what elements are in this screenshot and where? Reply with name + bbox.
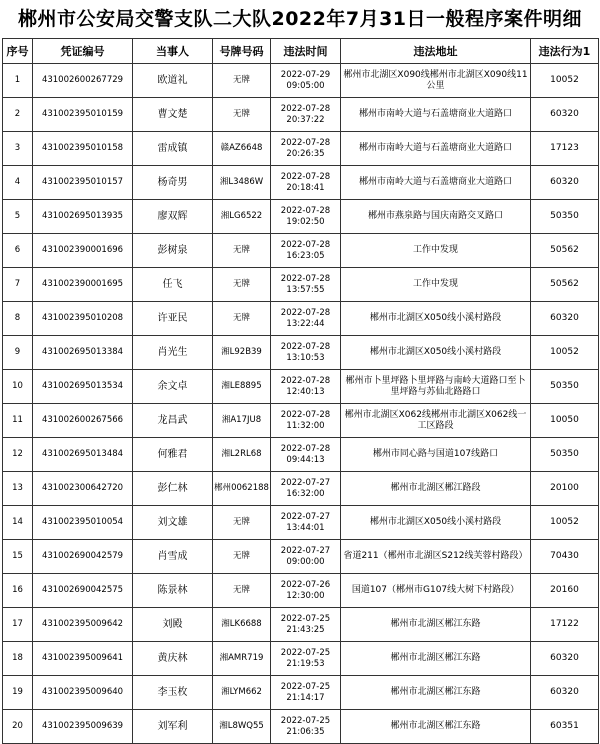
cell-plate: 湘L2RL68 xyxy=(213,438,271,472)
cell-address: 国道107（郴州市G107线大树下村路段） xyxy=(341,574,531,608)
cell-plate: 无牌 xyxy=(213,98,271,132)
table-row xyxy=(3,302,599,336)
column-header-address: 违法地址 xyxy=(341,39,531,64)
cell-voucher: 431002395010159 xyxy=(33,98,133,132)
cell-seq: 20 xyxy=(3,710,33,744)
cell-address: 郴州市北湖区X050线小溪村路段 xyxy=(341,302,531,336)
table-row xyxy=(3,268,599,302)
cell-address: 郴州市北湖区郴江东路 xyxy=(341,710,531,744)
cell-time: 2022-07-29 09:05:00 xyxy=(271,64,341,98)
cell-address: 郴州市南岭大道与石盖塘商业大道路口 xyxy=(341,98,531,132)
cell-time: 2022-07-28 11:32:00 xyxy=(271,404,341,438)
cell-violation: 10050 xyxy=(531,404,599,438)
cell-seq: 1 xyxy=(3,64,33,98)
cell-seq: 8 xyxy=(3,302,33,336)
cell-address: 郴州市北湖区郴江东路 xyxy=(341,676,531,710)
cell-plate: 湘LG6522 xyxy=(213,200,271,234)
cell-party: 龙昌武 xyxy=(133,404,213,438)
cell-party: 欧道礼 xyxy=(133,64,213,98)
table-row xyxy=(3,438,599,472)
cell-voucher: 431002395010158 xyxy=(33,132,133,166)
cell-seq: 5 xyxy=(3,200,33,234)
column-header-seq: 序号 xyxy=(3,39,33,64)
cell-plate: 无牌 xyxy=(213,302,271,336)
cell-seq: 11 xyxy=(3,404,33,438)
column-header-violation: 违法行为1 xyxy=(531,39,599,64)
cell-time: 2022-07-28 12:40:13 xyxy=(271,370,341,404)
table-row xyxy=(3,642,599,676)
cell-time: 2022-07-25 21:43:25 xyxy=(271,608,341,642)
cell-plate: 无牌 xyxy=(213,64,271,98)
cell-address: 郴州市北湖区郴江路段 xyxy=(341,472,531,506)
cell-violation: 50562 xyxy=(531,268,599,302)
column-header-time: 违法时间 xyxy=(271,39,341,64)
cell-address: 郴州市卜里坪路卜里坪路与南岭大道路口至卜里坪路与苏仙北路路口 xyxy=(341,370,531,404)
cell-voucher: 431002600267729 xyxy=(33,64,133,98)
cell-violation: 70430 xyxy=(531,540,599,574)
cell-seq: 9 xyxy=(3,336,33,370)
page-title: 郴州市公安局交警支队二大队2022年7月31日一般程序案件明细 xyxy=(17,8,583,30)
cell-voucher: 431002395009642 xyxy=(33,608,133,642)
cell-plate: 湘A17JU8 xyxy=(213,404,271,438)
cell-voucher: 431002395010208 xyxy=(33,302,133,336)
cell-plate: 湘AMR719 xyxy=(213,642,271,676)
table-row xyxy=(3,200,599,234)
cell-seq: 16 xyxy=(3,574,33,608)
cell-address: 郴州市燕泉路与国庆南路交叉路口 xyxy=(341,200,531,234)
cell-time: 2022-07-27 16:32:00 xyxy=(271,472,341,506)
cell-party: 雷成镇 xyxy=(133,132,213,166)
case-table xyxy=(2,38,599,744)
cell-time: 2022-07-28 20:37:22 xyxy=(271,98,341,132)
cell-address: 工作中发现 xyxy=(341,268,531,302)
cell-address: 郴州市北湖区X090线郴州市北湖区X090线11公里 xyxy=(341,64,531,98)
cell-party: 彭仁林 xyxy=(133,472,213,506)
cell-party: 余文卓 xyxy=(133,370,213,404)
cell-address: 省道211（郴州市北湖区S212线芙蓉村路段） xyxy=(341,540,531,574)
cell-time: 2022-07-28 13:57:55 xyxy=(271,268,341,302)
cell-party: 陈景林 xyxy=(133,574,213,608)
cell-time: 2022-07-28 13:10:53 xyxy=(271,336,341,370)
cell-plate: 无牌 xyxy=(213,540,271,574)
cell-party: 许亚民 xyxy=(133,302,213,336)
cell-time: 2022-07-27 09:00:00 xyxy=(271,540,341,574)
cell-time: 2022-07-28 13:22:44 xyxy=(271,302,341,336)
cell-party: 李玉枚 xyxy=(133,676,213,710)
cell-party: 刘军利 xyxy=(133,710,213,744)
cell-voucher: 431002390001695 xyxy=(33,268,133,302)
cell-address: 郴州市南岭大道与石盖塘商业大道路口 xyxy=(341,132,531,166)
cell-time: 2022-07-28 20:26:35 xyxy=(271,132,341,166)
cell-time: 2022-07-28 20:18:41 xyxy=(271,166,341,200)
table-row xyxy=(3,234,599,268)
cell-time: 2022-07-27 13:44:01 xyxy=(271,506,341,540)
cell-time: 2022-07-28 16:23:05 xyxy=(271,234,341,268)
cell-seq: 10 xyxy=(3,370,33,404)
cell-address: 郴州市北湖区X062线郴州市北湖区X062线一工区路段 xyxy=(341,404,531,438)
table-row xyxy=(3,336,599,370)
cell-address: 郴州市南岭大道与石盖塘商业大道路口 xyxy=(341,166,531,200)
cell-address: 郴州市北湖区X050线小溪村路段 xyxy=(341,506,531,540)
cell-voucher: 431002600267566 xyxy=(33,404,133,438)
cell-time: 2022-07-25 21:14:17 xyxy=(271,676,341,710)
column-header-party: 当事人 xyxy=(133,39,213,64)
cell-seq: 17 xyxy=(3,608,33,642)
table-row xyxy=(3,64,599,98)
cell-plate: 无牌 xyxy=(213,268,271,302)
cell-violation: 50562 xyxy=(531,234,599,268)
cell-plate: 赣AZ6648 xyxy=(213,132,271,166)
cell-violation: 10052 xyxy=(531,336,599,370)
cell-time: 2022-07-25 21:06:35 xyxy=(271,710,341,744)
cell-violation: 20160 xyxy=(531,574,599,608)
cell-seq: 14 xyxy=(3,506,33,540)
column-header-voucher: 凭证编号 xyxy=(33,39,133,64)
cell-plate: 湘LK6688 xyxy=(213,608,271,642)
cell-plate: 湘LYM662 xyxy=(213,676,271,710)
column-header-plate: 号牌号码 xyxy=(213,39,271,64)
cell-address: 郴州市北湖区郴江东路 xyxy=(341,642,531,676)
cell-violation: 50350 xyxy=(531,370,599,404)
cell-seq: 15 xyxy=(3,540,33,574)
cell-voucher: 431002390001696 xyxy=(33,234,133,268)
table-row xyxy=(3,132,599,166)
cell-party: 黄庆林 xyxy=(133,642,213,676)
table-row xyxy=(3,98,599,132)
cell-voucher: 431002395010157 xyxy=(33,166,133,200)
cell-party: 杨奇男 xyxy=(133,166,213,200)
cell-violation: 60320 xyxy=(531,166,599,200)
cell-time: 2022-07-28 09:44:13 xyxy=(271,438,341,472)
cell-address: 郴州市北湖区郴江东路 xyxy=(341,608,531,642)
table-row xyxy=(3,404,599,438)
cell-violation: 17123 xyxy=(531,132,599,166)
cell-voucher: 431002395009640 xyxy=(33,676,133,710)
cell-address: 郴州市同心路与国道107线路口 xyxy=(341,438,531,472)
table-row xyxy=(3,608,599,642)
cell-violation: 60351 xyxy=(531,710,599,744)
cell-voucher: 431002690042579 xyxy=(33,540,133,574)
table-row xyxy=(3,506,599,540)
cell-party: 刘殿 xyxy=(133,608,213,642)
cell-violation: 60320 xyxy=(531,642,599,676)
cell-seq: 4 xyxy=(3,166,33,200)
cell-plate: 无牌 xyxy=(213,574,271,608)
table-row xyxy=(3,676,599,710)
cell-violation: 10052 xyxy=(531,64,599,98)
cell-seq: 13 xyxy=(3,472,33,506)
cell-party: 廖双辉 xyxy=(133,200,213,234)
cell-plate: 湘L3486W xyxy=(213,166,271,200)
cell-voucher: 431002695013534 xyxy=(33,370,133,404)
cell-seq: 19 xyxy=(3,676,33,710)
cell-voucher: 431002395010054 xyxy=(33,506,133,540)
cell-seq: 3 xyxy=(3,132,33,166)
cell-voucher: 431002695013935 xyxy=(33,200,133,234)
table-header-row xyxy=(3,39,599,64)
cell-plate: 无牌 xyxy=(213,234,271,268)
cell-violation: 17122 xyxy=(531,608,599,642)
cell-violation: 60320 xyxy=(531,98,599,132)
cell-voucher: 431002695013384 xyxy=(33,336,133,370)
cell-voucher: 431002395009641 xyxy=(33,642,133,676)
table-row xyxy=(3,710,599,744)
cell-party: 何雅君 xyxy=(133,438,213,472)
cell-plate: 湘LE8895 xyxy=(213,370,271,404)
cell-voucher: 431002690042575 xyxy=(33,574,133,608)
cell-plate: 湘L92B39 xyxy=(213,336,271,370)
cell-time: 2022-07-28 19:02:50 xyxy=(271,200,341,234)
cell-party: 任飞 xyxy=(133,268,213,302)
cell-party: 曹文楚 xyxy=(133,98,213,132)
cell-address: 工作中发现 xyxy=(341,234,531,268)
cell-voucher: 431002695013484 xyxy=(33,438,133,472)
table-row xyxy=(3,166,599,200)
cell-plate: 湘L8WQ55 xyxy=(213,710,271,744)
cell-violation: 60320 xyxy=(531,676,599,710)
cell-plate: 无牌 xyxy=(213,506,271,540)
table-row xyxy=(3,574,599,608)
table-row xyxy=(3,540,599,574)
cell-plate: 郴州0062188 xyxy=(213,472,271,506)
cell-seq: 18 xyxy=(3,642,33,676)
cell-violation: 60320 xyxy=(531,302,599,336)
cell-party: 肖光生 xyxy=(133,336,213,370)
cell-party: 刘文雄 xyxy=(133,506,213,540)
cell-violation: 50350 xyxy=(531,200,599,234)
cell-time: 2022-07-26 12:30:00 xyxy=(271,574,341,608)
table-row xyxy=(3,472,599,506)
cell-party: 肖雪成 xyxy=(133,540,213,574)
cell-party: 彭树泉 xyxy=(133,234,213,268)
cell-violation: 50350 xyxy=(531,438,599,472)
cell-voucher: 431002300642720 xyxy=(33,472,133,506)
cell-voucher: 431002395009639 xyxy=(33,710,133,744)
cell-seq: 7 xyxy=(3,268,33,302)
cell-seq: 12 xyxy=(3,438,33,472)
cell-seq: 6 xyxy=(3,234,33,268)
cell-time: 2022-07-25 21:19:53 xyxy=(271,642,341,676)
cell-seq: 2 xyxy=(3,98,33,132)
cell-violation: 10052 xyxy=(531,506,599,540)
table-row xyxy=(3,370,599,404)
cell-violation: 20100 xyxy=(531,472,599,506)
cell-address: 郴州市北湖区X050线小溪村路段 xyxy=(341,336,531,370)
